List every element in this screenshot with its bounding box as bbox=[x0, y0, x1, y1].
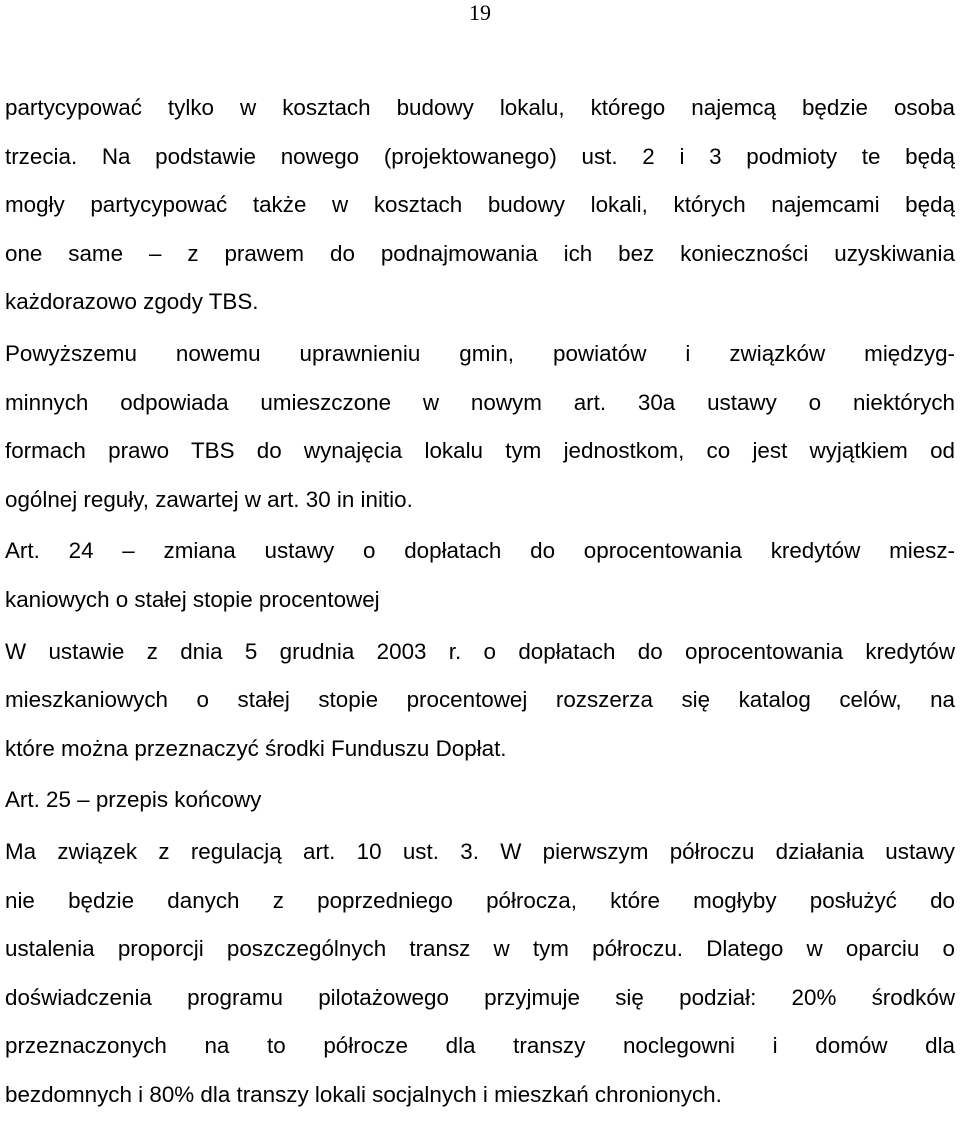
text-line: Powyższemu nowemu uprawnieniu gmin, powiatów i związków międzyg- bbox=[5, 340, 955, 366]
paragraph-1 bbox=[5, 84, 955, 327]
text-line: Art. 24 – zmiana ustawy o dopłatach do oprocentowania kredytów miesz- bbox=[5, 538, 955, 564]
paragraph-2 bbox=[5, 330, 955, 524]
section-heading-art-24 bbox=[5, 527, 955, 624]
text-line: W ustawie z dnia 5 grudnia 2003 r. o dopłatach do oprocentowania kredytów bbox=[5, 638, 955, 664]
paragraph-3 bbox=[5, 628, 955, 774]
text-line: minnych odpowiada umieszczone w nowym art. 30a ustawy o niektórych bbox=[5, 389, 955, 415]
text-line: formach prawo TBS do wynajęcia lokalu tym jednostkom, co jest wyjątkiem od bbox=[5, 438, 955, 464]
text-line: które można przeznaczyć środki Funduszu Dopłat. bbox=[5, 735, 507, 761]
text-line: kaniowych o stałej stopie procentowej bbox=[5, 586, 380, 612]
section-heading-art-25 bbox=[5, 776, 955, 825]
text-line: Art. 25 – przepis końcowy bbox=[5, 787, 262, 813]
text-line: trzecia. Na podstawie nowego (projektowanego) ust. 2 i 3 podmioty te będą bbox=[5, 143, 955, 169]
page-number: 19 bbox=[469, 0, 491, 25]
text-line: każdorazowo zgody TBS. bbox=[5, 289, 259, 315]
text-line: one same – z prawem do podnajmowania ich bez konieczności uzyskiwania bbox=[5, 240, 955, 266]
text-line: mogły partycypować także w kosztach budowy lokali, których najemcami będą bbox=[5, 192, 955, 218]
text-line: doświadczenia programu pilotażowego przyjmuje się podział: 20% środków bbox=[5, 984, 955, 1010]
text-line: przeznaczonych na to półrocze dla transzy noclegowni i domów dla bbox=[5, 1033, 955, 1059]
text-line: bezdomnych i 80% dla transzy lokali socjalnych i mieszkań chronionych. bbox=[5, 1081, 722, 1107]
paragraph-4 bbox=[5, 828, 955, 1120]
text-line: ogólnej reguły, zawartej w art. 30 in initio. bbox=[5, 486, 413, 512]
text-line: ustalenia proporcji poszczególnych transz w tym półroczu. Dlatego w oparciu o bbox=[5, 936, 955, 962]
document-body bbox=[5, 84, 955, 1119]
text-line: mieszkaniowych o stałej stopie procentowej rozszerza się katalog celów, na bbox=[5, 687, 955, 713]
text-line: partycypować tylko w kosztach budowy lokalu, którego najemcą będzie osoba bbox=[5, 95, 955, 120]
text-line: Ma związek z regulacją art. 10 ust. 3. W pierwszym półroczu działania ustawy bbox=[5, 838, 955, 864]
text-line: nie będzie danych z poprzedniego półrocza, które mogłyby posłużyć do bbox=[5, 887, 955, 913]
